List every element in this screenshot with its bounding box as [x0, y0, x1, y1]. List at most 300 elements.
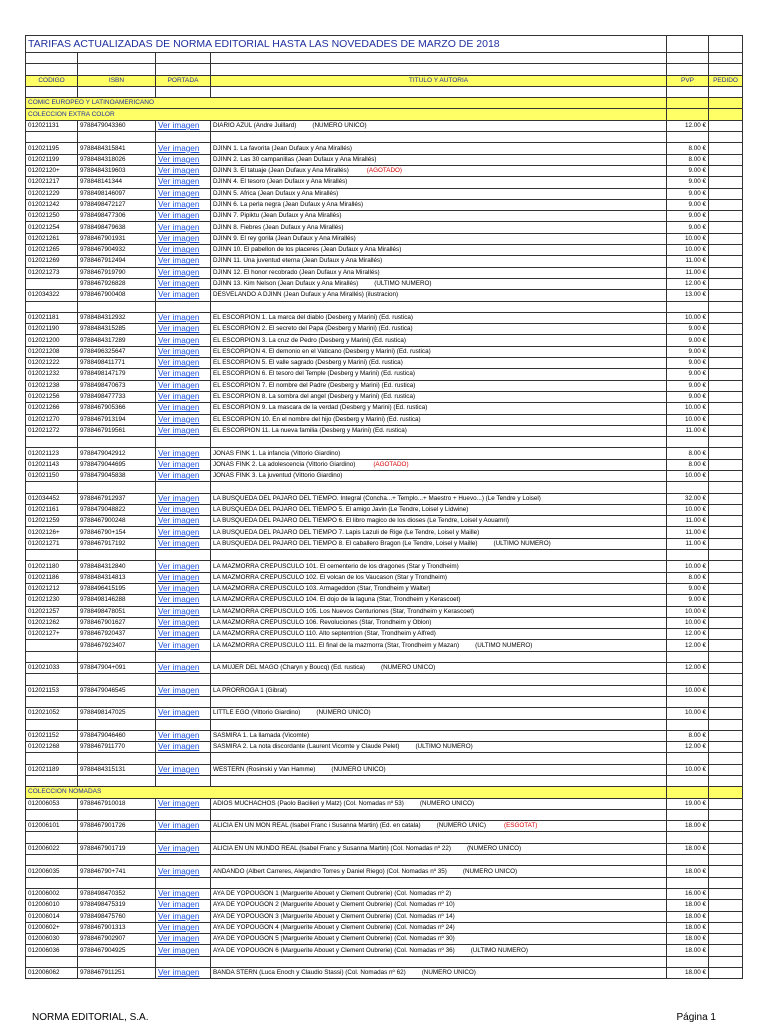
ver-imagen-link[interactable]: Ver imagen [156, 470, 211, 481]
code-cell: 01202120+ [26, 165, 78, 176]
isbn-cell: 9788467912937 [78, 493, 156, 504]
pedido-cell[interactable] [709, 934, 743, 945]
table-row [26, 256, 743, 267]
ver-imagen-link[interactable]: Ver imagen [156, 606, 211, 617]
code-cell: 012021269 [26, 256, 78, 267]
title-cell [211, 606, 667, 617]
ver-imagen-link[interactable]: Ver imagen [156, 448, 211, 459]
ver-imagen-link[interactable]: Ver imagen [156, 821, 211, 832]
code-cell: 012021242 [26, 199, 78, 210]
title-text: DJINN 8. Fiebres (Jean Dufaux y Ana Mirallés) [213, 223, 344, 231]
code-cell: 012021033 [26, 663, 78, 674]
footer-publisher: NORMA EDITORIAL, S.A. [32, 1012, 149, 1023]
title-text: BANDA STERN (Luca Enoch y Claudio Stassi) (Col. Nomadas nº 62) [213, 969, 406, 977]
title-cell [211, 346, 667, 357]
ver-imagen-link[interactable]: Ver imagen [156, 369, 211, 380]
pedido-cell[interactable] [709, 606, 743, 617]
spacer-row [26, 696, 743, 707]
price-cell: 9.00 € [667, 211, 709, 222]
table-row [26, 346, 743, 357]
title-text: DJINN 7. Pipiktu (Jean Dufaux y Ana Mirallés) [213, 212, 342, 220]
price-cell: 9.00 € [667, 391, 709, 402]
title-text: DJINN 1. La favorita (Jean Dufaux y Ana Mirallés) [213, 144, 352, 152]
pedido-cell[interactable] [709, 324, 743, 335]
code-cell: 012021265 [26, 245, 78, 256]
ver-imagen-link[interactable]: Ver imagen [156, 346, 211, 357]
spacer-row [26, 956, 743, 967]
code-cell: 012006036 [26, 945, 78, 956]
ver-imagen-link[interactable]: Ver imagen [156, 199, 211, 210]
pedido-cell[interactable] [709, 583, 743, 594]
ver-imagen-link[interactable]: Ver imagen [156, 459, 211, 470]
title-text: DESVELANDO A DJINN (Jean Dufaux y Ana Mirallés) (ilustracion) [213, 291, 399, 299]
title-text: EL ESCORPION 9. La mascara de la verdad (Desberg y Marini) (Ed. rustica) [213, 404, 428, 412]
pedido-cell[interactable] [709, 843, 743, 854]
pedido-cell[interactable] [709, 199, 743, 210]
ver-imagen-link[interactable]: Ver imagen [156, 663, 211, 674]
ver-imagen-link[interactable]: Ver imagen [156, 934, 211, 945]
spacer-row [26, 132, 743, 143]
code-cell: 012006014 [26, 911, 78, 922]
pedido-cell[interactable] [709, 911, 743, 922]
isbn-cell: 978848141344 [78, 177, 156, 188]
table-row [26, 493, 743, 504]
ver-imagen-link[interactable]: Ver imagen [156, 177, 211, 188]
isbn-cell: 978846790+741 [78, 866, 156, 877]
table-row [26, 233, 743, 244]
price-cell: 8.00 € [667, 143, 709, 154]
isbn-cell: 9788498479638 [78, 222, 156, 233]
pedido-cell[interactable] [709, 561, 743, 572]
pedido-cell[interactable] [709, 222, 743, 233]
ver-imagen-link[interactable]: Ver imagen [156, 312, 211, 323]
title-cell [211, 177, 667, 188]
price-cell: 18.00 € [667, 821, 709, 832]
ver-imagen-link[interactable]: Ver imagen [156, 708, 211, 719]
pedido-cell[interactable] [709, 312, 743, 323]
ver-imagen-link[interactable]: Ver imagen [156, 493, 211, 504]
pedido-cell[interactable] [709, 730, 743, 741]
price-cell: 9.00 € [667, 346, 709, 357]
pedido-cell[interactable] [709, 527, 743, 538]
title-text: SASMIRA 1. La llamada (Vicomte) [213, 731, 310, 739]
ver-imagen-link[interactable]: Ver imagen [156, 685, 211, 696]
title-text: LA MUJER DEL MAGO (Charyn y Boucq) (Ed. rustica) [213, 664, 365, 672]
pedido-cell[interactable] [709, 742, 743, 753]
pedido-cell[interactable] [709, 640, 743, 651]
ver-imagen-link[interactable]: Ver imagen [156, 233, 211, 244]
title-text: EL ESCORPION 4. El demonio en el Vaticano (Desberg y Marini) (Ed. rustica) [213, 347, 431, 355]
ver-imagen-link[interactable]: Ver imagen [156, 256, 211, 267]
ver-imagen-link[interactable]: Ver imagen [156, 538, 211, 549]
title-cell [211, 199, 667, 210]
spacer-row [26, 482, 743, 493]
pedido-cell[interactable] [709, 369, 743, 380]
price-cell: 9.00 € [667, 199, 709, 210]
ver-imagen-link[interactable]: Ver imagen [156, 290, 211, 301]
title-cell [211, 245, 667, 256]
pedido-cell[interactable] [709, 922, 743, 933]
pedido-cell[interactable] [709, 459, 743, 470]
code-cell: 012021266 [26, 403, 78, 414]
title-cell [211, 538, 667, 549]
title-text: DJINN 5. Africa (Jean Dufaux y Ana Mirallés) [213, 189, 339, 197]
ver-imagen-link[interactable]: Ver imagen [156, 968, 211, 979]
isbn-cell: 9788498475319 [78, 900, 156, 911]
spacer-row [26, 776, 743, 787]
pedido-cell[interactable] [709, 154, 743, 165]
ver-imagen-link[interactable]: Ver imagen [156, 120, 211, 131]
spacer-row [26, 719, 743, 730]
ver-imagen-link[interactable]: Ver imagen [156, 267, 211, 278]
title-cell [211, 527, 667, 538]
price-cell: 19.00 € [667, 798, 709, 809]
ver-imagen-link[interactable]: Ver imagen [156, 414, 211, 425]
isbn-cell: 9788479042912 [78, 448, 156, 459]
isbn-cell: 9788498146097 [78, 188, 156, 199]
title-text: DJINN 13. Kim Nelson (Jean Dufaux y Ana Mirallés) [213, 280, 359, 288]
ver-imagen-link[interactable]: Ver imagen [156, 640, 211, 651]
code-cell: 012021212 [26, 583, 78, 594]
table-row [26, 188, 743, 199]
header-pedido: PEDIDO [709, 75, 743, 86]
code-cell: 012021273 [26, 267, 78, 278]
pedido-cell[interactable] [709, 595, 743, 606]
title-cell [211, 742, 667, 753]
ver-imagen-link[interactable]: Ver imagen [156, 572, 211, 583]
pedido-cell[interactable] [709, 380, 743, 391]
pedido-cell[interactable] [709, 708, 743, 719]
table-row [26, 764, 743, 775]
title-text: LA MAZMORRA CREPUSCULO 101. El cementerio de los dragones (Star y Trondheim) [213, 562, 459, 570]
table-row [26, 278, 743, 289]
pedido-cell[interactable] [709, 256, 743, 267]
title-text: DJINN 3. El tatuaje (Jean Dufaux y Ana Mirallés) [213, 167, 349, 175]
code-cell: 012006062 [26, 968, 78, 979]
table-row [26, 640, 743, 651]
isbn-cell: 9788479048822 [78, 504, 156, 515]
table-row [26, 120, 743, 131]
title-cell [211, 843, 667, 854]
status-alert: (ESGOTAT) [503, 822, 538, 830]
isbn-cell: 9788467917192 [78, 538, 156, 549]
title-cell [211, 278, 667, 289]
ver-imagen-link[interactable]: Ver imagen [156, 403, 211, 414]
title-cell [211, 267, 667, 278]
title-text: EL ESCORPION 3. La cruz de Pedro (Desberg y Marini) (Ed. rustica) [213, 336, 406, 344]
ver-imagen-link[interactable]: Ver imagen [156, 900, 211, 911]
spacer-row [26, 64, 743, 75]
code-cell: 012021222 [26, 358, 78, 369]
pedido-cell[interactable] [709, 629, 743, 640]
code-cell: 012006035 [26, 866, 78, 877]
title-cell [211, 629, 667, 640]
pedido-cell[interactable] [709, 493, 743, 504]
ver-imagen-link[interactable]: Ver imagen [156, 504, 211, 515]
code-cell: 012021271 [26, 538, 78, 549]
ver-imagen-link[interactable]: Ver imagen [156, 798, 211, 809]
title-text: DJINN 6. La perla negra (Jean Dufaux y Ana Mirallés) [213, 201, 364, 208]
numero-note: (ULTIMO NUMERO) [493, 539, 551, 547]
pedido-cell[interactable] [709, 572, 743, 583]
title-text: ADIOS MUCHACHOS (Paolo Bacilieri y Matz) (Col. Nomadas nº 53) [213, 799, 404, 807]
isbn-cell: 9788467901719 [78, 843, 156, 854]
code-cell: 012021257 [26, 606, 78, 617]
title-row [26, 36, 743, 53]
pedido-cell[interactable] [709, 335, 743, 346]
pedido-cell[interactable] [709, 888, 743, 899]
title-text: AYA DE YOPOUGON 6 (Marguerite Abouet y Clement Oubrerie) (Col. Nomadas nº 36) [213, 946, 455, 954]
pedido-cell[interactable] [709, 448, 743, 459]
ver-imagen-link[interactable]: Ver imagen [156, 222, 211, 233]
isbn-cell: 9788467919561 [78, 425, 156, 436]
ver-imagen-link[interactable]: Ver imagen [156, 358, 211, 369]
ver-imagen-link[interactable]: Ver imagen [156, 730, 211, 741]
ver-imagen-link[interactable]: Ver imagen [156, 595, 211, 606]
isbn-cell: 9788484312932 [78, 312, 156, 323]
ver-imagen-link[interactable]: Ver imagen [156, 188, 211, 199]
pedido-cell[interactable] [709, 538, 743, 549]
numero-note: (ULTIMO NUMERO) [374, 280, 432, 288]
pedido-cell[interactable] [709, 798, 743, 809]
code-cell: 012021152 [26, 730, 78, 741]
title-text: LA PRORROGA 1 (Gibrat) [213, 686, 287, 694]
price-cell: 18.00 € [667, 968, 709, 979]
ver-imagen-link[interactable]: Ver imagen [156, 380, 211, 391]
pedido-cell[interactable] [709, 233, 743, 244]
price-cell: 10.00 € [667, 764, 709, 775]
code-cell: 012021261 [26, 233, 78, 244]
table-row [26, 369, 743, 380]
price-cell: 9.00 € [667, 583, 709, 594]
ver-imagen-link[interactable]: Ver imagen [156, 764, 211, 775]
spacer-row [26, 877, 743, 888]
isbn-cell: 9788498147025 [78, 708, 156, 719]
table-row [26, 606, 743, 617]
table-row [26, 866, 743, 877]
spacer-row [26, 674, 743, 685]
isbn-cell: 9788467904932 [78, 245, 156, 256]
title-cell [211, 312, 667, 323]
title-cell [211, 583, 667, 594]
numero-note: (ULTIMO NUMERO) [415, 743, 473, 751]
isbn-cell: 9788467902907 [78, 934, 156, 945]
title-text: AYA DE YOPOUGON 1 (Marguerite Abouet y Clement Oubrerie) (Col. Nomadas nº 2) [213, 890, 452, 898]
ver-imagen-link[interactable]: Ver imagen [156, 154, 211, 165]
title-text: EL ESCORPION 7. El nombre del Padre (Desberg y Marini) (Ed. rustica) [213, 381, 416, 389]
ver-imagen-link[interactable]: Ver imagen [156, 527, 211, 538]
ver-imagen-link[interactable]: Ver imagen [156, 866, 211, 877]
code-cell: 012021195 [26, 143, 78, 154]
title-cell [211, 335, 667, 346]
code-cell: 012021153 [26, 685, 78, 696]
table-row [26, 414, 743, 425]
price-cell: 8.00 € [667, 730, 709, 741]
price-cell: 9.00 € [667, 165, 709, 176]
pedido-cell[interactable] [709, 120, 743, 131]
title-cell [211, 730, 667, 741]
section-label: COLECCION EXTRA COLOR [26, 109, 667, 120]
ver-imagen-link[interactable]: Ver imagen [156, 888, 211, 899]
price-cell: 11.00 € [667, 538, 709, 549]
pedido-cell[interactable] [709, 358, 743, 369]
code-cell: 012006053 [26, 798, 78, 809]
pedido-cell[interactable] [709, 245, 743, 256]
section-label: COMIC EUROPEO Y LATINOAMERICANO [26, 98, 667, 109]
code-cell: 012021123 [26, 448, 78, 459]
table-row [26, 843, 743, 854]
pedido-cell[interactable] [709, 866, 743, 877]
code-cell: 012021256 [26, 391, 78, 402]
numero-note: (NUMERO UNICO) [421, 969, 476, 977]
price-cell: 10.00 € [667, 312, 709, 323]
title-text: LA BUSQUEDA DEL PAJARO DEL TIEMPO 7. Lapis Lazuli de Rige (Le Tendre, Loisel y Maille) [213, 528, 480, 536]
ver-imagen-link[interactable]: Ver imagen [156, 617, 211, 628]
code-cell: 012021199 [26, 154, 78, 165]
isbn-cell: 9788467911770 [78, 742, 156, 753]
title-text: LA MAZMORRA CREPUSCULO 104. El dojo de la laguna (Star, Trondheim y Kerascoet) [213, 596, 461, 604]
header-portada: PORTADA [156, 75, 211, 86]
isbn-cell: 9788484315285 [78, 324, 156, 335]
table-row [26, 154, 743, 165]
spacer-row [26, 832, 743, 843]
ver-imagen-link[interactable]: Ver imagen [156, 143, 211, 154]
ver-imagen-link[interactable]: Ver imagen [156, 425, 211, 436]
code-cell: 01202127+ [26, 629, 78, 640]
pedido-cell[interactable] [709, 188, 743, 199]
price-cell: 9.00 € [667, 335, 709, 346]
table-row [26, 742, 743, 753]
pedido-cell[interactable] [709, 425, 743, 436]
title-cell [211, 561, 667, 572]
ver-imagen-link[interactable]: Ver imagen [156, 245, 211, 256]
title-text: LA MAZMORRA CREPUSCULO 103. Armageddon (Star, Trondheim y Walter) [213, 585, 431, 593]
ver-imagen-link[interactable]: Ver imagen [156, 922, 211, 933]
header-isbn: ISBN [78, 75, 156, 86]
isbn-cell: 9788467919790 [78, 267, 156, 278]
ver-imagen-link[interactable]: Ver imagen [156, 516, 211, 527]
code-cell: 012006002 [26, 888, 78, 899]
ver-imagen-link[interactable]: Ver imagen [156, 945, 211, 956]
title-cell [211, 233, 667, 244]
title-cell [211, 403, 667, 414]
pedido-cell[interactable] [709, 945, 743, 956]
table-row [26, 177, 743, 188]
price-cell: 18.00 € [667, 945, 709, 956]
table-row [26, 685, 743, 696]
ver-imagen-link[interactable]: Ver imagen [156, 561, 211, 572]
pedido-cell[interactable] [709, 165, 743, 176]
ver-imagen-link[interactable]: Ver imagen [156, 324, 211, 335]
pedido-cell[interactable] [709, 177, 743, 188]
numero-note: (NUMERO UNIC) [436, 822, 486, 830]
title-text: DJINN 12. El honor recobrado (Jean Dufaux y Ana Mirallés) [213, 268, 380, 276]
isbn-cell: 9788467904925 [78, 945, 156, 956]
pedido-cell[interactable] [709, 211, 743, 222]
pedido-cell[interactable] [709, 346, 743, 357]
spacer-row [26, 651, 743, 662]
table-row [26, 267, 743, 278]
ver-imagen-link[interactable]: Ver imagen [156, 742, 211, 753]
ver-imagen-link[interactable]: Ver imagen [156, 335, 211, 346]
title-cell [211, 211, 667, 222]
code-cell: 012021238 [26, 380, 78, 391]
code-cell: 012021150 [26, 470, 78, 481]
ver-imagen-link[interactable]: Ver imagen [156, 278, 211, 289]
ver-imagen-link[interactable]: Ver imagen [156, 165, 211, 176]
code-cell: 012021272 [26, 425, 78, 436]
pedido-cell[interactable] [709, 470, 743, 481]
pedido-cell[interactable] [709, 403, 743, 414]
isbn-cell: 9788479046460 [78, 730, 156, 741]
table-row [26, 538, 743, 549]
table-row [26, 324, 743, 335]
pedido-cell[interactable] [709, 414, 743, 425]
table-row [26, 403, 743, 414]
table-row [26, 516, 743, 527]
price-cell: 18.00 € [667, 922, 709, 933]
pedido-cell[interactable] [709, 143, 743, 154]
isbn-cell: 9788467900248 [78, 516, 156, 527]
pedido-cell[interactable] [709, 900, 743, 911]
pedido-cell[interactable] [709, 278, 743, 289]
ver-imagen-link[interactable]: Ver imagen [156, 391, 211, 402]
pedido-cell[interactable] [709, 516, 743, 527]
isbn-cell: 9788498472127 [78, 199, 156, 210]
header-pvp: PVP [667, 75, 709, 86]
price-cell: 11.00 € [667, 267, 709, 278]
pedido-cell[interactable] [709, 504, 743, 515]
isbn-cell: 978846790+154 [78, 527, 156, 538]
title-cell [211, 143, 667, 154]
code-cell: 012021254 [26, 222, 78, 233]
ver-imagen-link[interactable]: Ver imagen [156, 629, 211, 640]
title-text: LITTLE EGO (Vittorio Giardino) [213, 709, 301, 717]
table-row [26, 968, 743, 979]
isbn-cell: 978847904+091 [78, 663, 156, 674]
isbn-cell: 9788498470352 [78, 888, 156, 899]
ver-imagen-link[interactable]: Ver imagen [156, 843, 211, 854]
pedido-cell[interactable] [709, 290, 743, 301]
numero-note: (NUMERO UNICO) [312, 121, 367, 129]
pedido-cell[interactable] [709, 617, 743, 628]
pedido-cell[interactable] [709, 391, 743, 402]
ver-imagen-link[interactable]: Ver imagen [156, 211, 211, 222]
pedido-cell[interactable] [709, 663, 743, 674]
price-cell: 8.00 € [667, 572, 709, 583]
pedido-cell[interactable] [709, 764, 743, 775]
pedido-cell[interactable] [709, 267, 743, 278]
title-cell [211, 425, 667, 436]
pedido-cell[interactable] [709, 968, 743, 979]
isbn-cell: 9788484318026 [78, 154, 156, 165]
ver-imagen-link[interactable]: Ver imagen [156, 583, 211, 594]
title-text: LA MAZMORRA CREPUSCULO 105. Los Nuevos Centuriones (Star, Trondheim y Kerascoet) [213, 607, 475, 615]
ver-imagen-link[interactable]: Ver imagen [156, 911, 211, 922]
title-text: DJINN 10. El pabellon de los placeres (Jean Dufaux y Ana Mirallés) [213, 246, 402, 254]
pedido-cell[interactable] [709, 685, 743, 696]
pedido-cell[interactable] [709, 821, 743, 832]
isbn-cell: 9788467913194 [78, 414, 156, 425]
title-cell [211, 900, 667, 911]
table-row [26, 527, 743, 538]
table-row [26, 459, 743, 470]
table-row [26, 245, 743, 256]
title-text: ALICIA EN UN MON REAL (Isabel Franc i Susanna Martin) (Ed. en catala) [213, 822, 421, 830]
code-cell: 012021259 [26, 516, 78, 527]
table-row [26, 448, 743, 459]
title-cell [211, 324, 667, 335]
